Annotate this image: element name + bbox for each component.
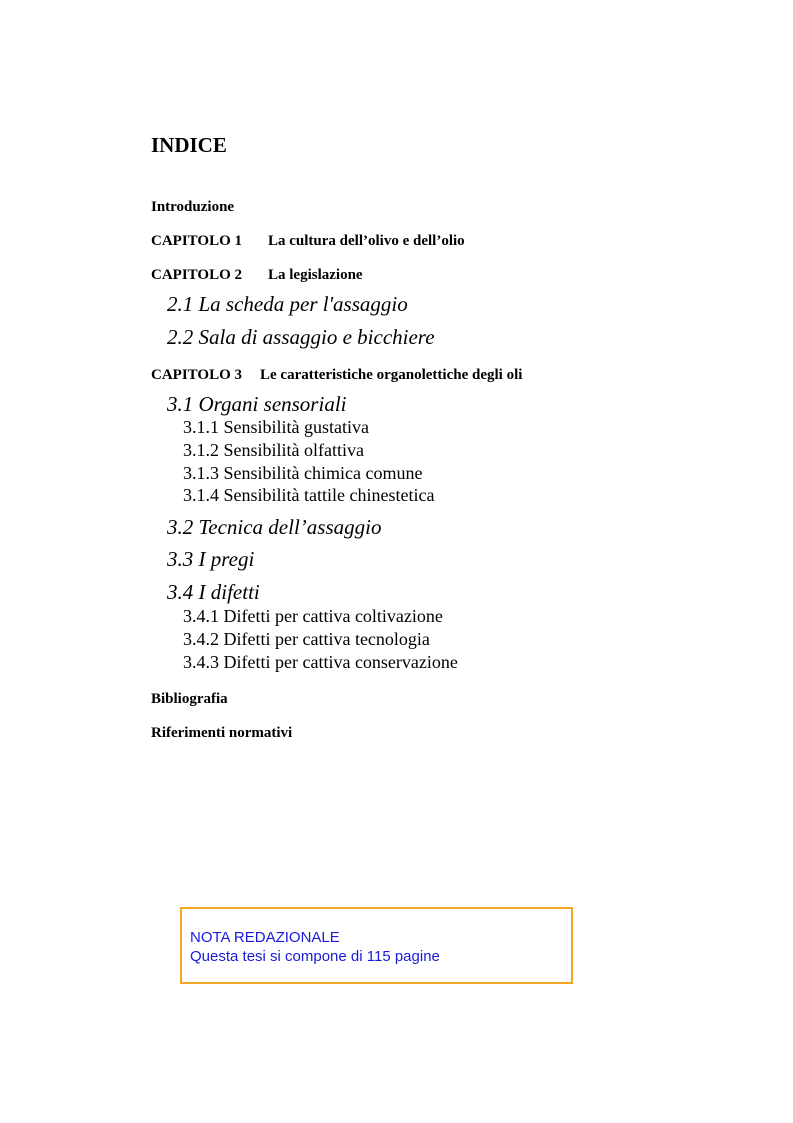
toc-subsection-3-4-1: 3.4.1 Difetti per cattiva coltivazione <box>183 606 443 626</box>
toc-subsection-3-4-2: 3.4.2 Difetti per cattiva tecnologia <box>183 629 430 649</box>
toc-chapter-3 <box>151 367 522 384</box>
chapter-3-title: Le caratteristiche organolettiche degli oli <box>260 367 523 383</box>
toc-subsection-3-1-4: 3.1.4 Sensibilità tattile chinestetica <box>183 485 435 505</box>
toc-subsection-3-1-1: 3.1.1 Sensibilità gustativa <box>183 417 369 437</box>
toc-subsection-3-1-2: 3.1.2 Sensibilità olfattiva <box>183 440 364 460</box>
toc-section-2-1: 2.1 La scheda per l'assaggio <box>167 292 408 316</box>
chapter-3-number: CAPITOLO 3 <box>151 367 242 383</box>
toc-subsection-3-4-3: 3.4.3 Difetti per cattiva conservazione <box>183 652 458 672</box>
chapter-2-number: CAPITOLO 2 <box>151 267 242 283</box>
chapter-1-number: CAPITOLO 1 <box>151 233 242 249</box>
toc-section-3-1: 3.1 Organi sensoriali <box>167 392 347 416</box>
editorial-note-box <box>180 907 573 984</box>
toc-section-3-3: 3.3 I pregi <box>167 547 255 571</box>
toc-chapter-1 <box>151 233 465 250</box>
toc-section-3-2: 3.2 Tecnica dell’assaggio <box>167 515 382 539</box>
editorial-note-heading: NOTA REDAZIONALE <box>190 929 340 946</box>
toc-chapter-2 <box>151 267 363 284</box>
toc-subsection-3-1-3: 3.1.3 Sensibilità chimica comune <box>183 463 423 483</box>
toc-section-3-4: 3.4 I difetti <box>167 580 260 604</box>
editorial-note-text: Questa tesi si compone di 115 pagine <box>190 948 440 965</box>
toc-bibliography: Bibliografia <box>151 691 228 707</box>
page-title: INDICE <box>151 133 227 157</box>
toc-introduction: Introduzione <box>151 199 235 215</box>
toc-section-2-2: 2.2 Sala di assaggio e bicchiere <box>167 325 435 349</box>
chapter-2-title: La legislazione <box>268 267 363 283</box>
toc-references: Riferimenti normativi <box>151 725 293 741</box>
chapter-1-title: La cultura dell’olivo e dell’olio <box>268 233 465 249</box>
